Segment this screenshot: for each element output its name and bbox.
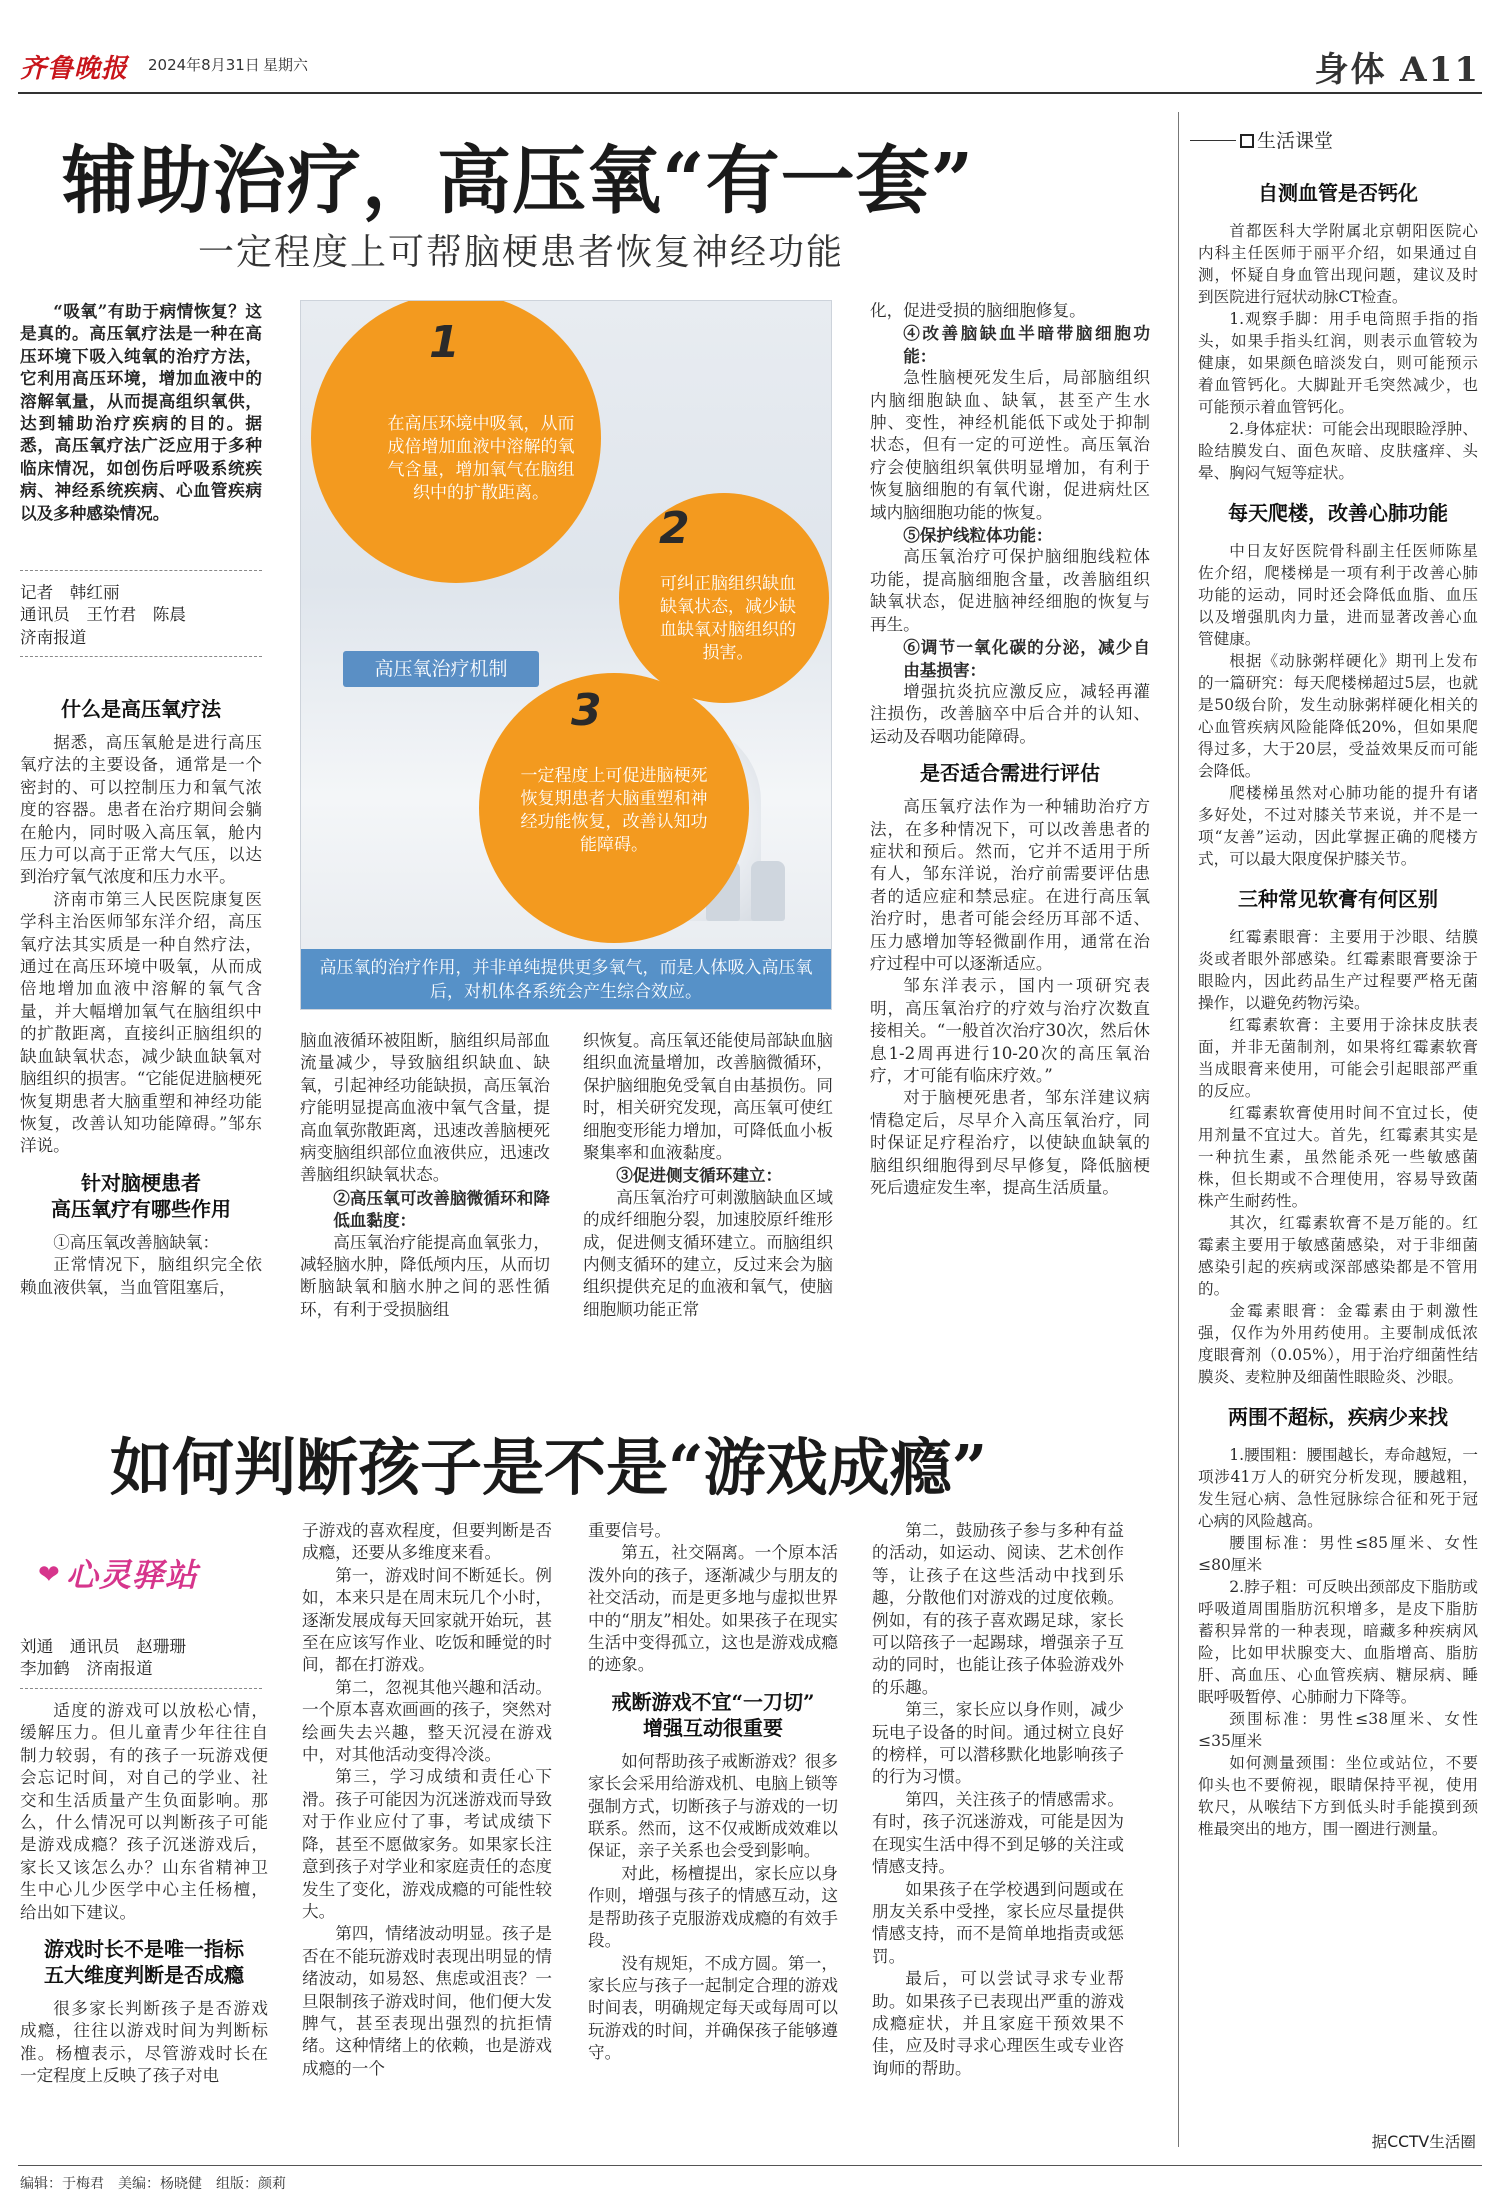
article2-column-3 <box>588 1520 838 2155</box>
paragraph: 据悉，高压氧舱是进行高压氧疗法的主要设备，通常是一个密封的、可以控制压力和氧气浓度的容器。患者在治疗期间会躺在舱内，同时吸入高压氧，舱内压力可以高于正常大气压，以达到治疗氧气浓度和压力水平。 <box>20 733 262 887</box>
paragraph: 重要信号。 <box>588 1521 671 1540</box>
paragraph: 脑血液循环被阻断，脑组织局部血流量减少，导致脑组织缺血、缺氧，引起神经功能缺损，高压氧治疗能明显提高血液中氧气含量，提高血氧弥散距离，迅速改善脑梗死病变脑组织部位血液供应，迅速改善脑组织缺氧状态。 <box>300 1031 550 1185</box>
paragraph: 红霉素软膏使用时间不宜过长，使用剂量不宜过大。首先，红霉素其实是一种抗生素，虽然能杀死一些敏感菌株，但长期或不合理使用，容易导致菌株产生耐药性。 <box>1198 1104 1478 1210</box>
paragraph: ①高压氧改善脑缺氧： <box>53 1232 220 1252</box>
credit-line: 济南报道 <box>20 627 87 647</box>
paragraph: 对于脑梗死患者，邹东洋建议病情稳定后，尽早介入高压氧治疗，同时保证足疗程治疗，以使缺血缺氧的脑组织细胞得到尽早修复，降低脑梗死后遗症发生率，提高生活质量。 <box>870 1088 1150 1198</box>
section-heading: 戒断游戏不宜“一刀切” 增强互动很重要 <box>611 1689 815 1740</box>
paragraph: 2.脖子粗：可反映出颈部皮下脂肪或呼吸道周围脂肪沉积增多，是皮下脂肪蓄积异常的一种表现，暗藏多种疾病风险，比如甲状腺变大、血脂增高、脂肪肝、高血压、心血管疾病、糖尿病、睡眠呼吸暂停、心肺耐力下降等。 <box>1198 1578 1478 1706</box>
paragraph: 正常情况下，脑组织完全依赖血液供氧，当血管阻塞后， <box>20 1255 262 1297</box>
divider <box>20 1688 262 1689</box>
article1-column-4 <box>870 300 1150 1360</box>
box-icon <box>1240 134 1254 148</box>
subheading: ④改善脑缺血半暗带脑细胞功能： <box>903 323 1150 366</box>
subheading: ③促进侧支循环建立： <box>616 1165 783 1186</box>
paragraph: 急性脑梗死发生后，局部脑组织内脑细胞缺血、缺氧，甚至产生水肿、变性，神经机能低下或处于抑制状态，但有一定的可逆性。高压氧治疗会使脑组织氧供明显增加，有利于恢复脑细胞的有氧代谢，促进病灶区域内脑细胞功能的恢复。 <box>870 368 1150 522</box>
paragraph: 如何帮助孩子戒断游戏？很多家长会采用给游戏机、电脑上锁等强制方式，切断孩子与游戏的一切联系。然而，这不仅戒断成效难以保证，亲子关系也会受到影响。 <box>588 1751 838 1861</box>
paragraph: 如果孩子在学校遇到问题或在朋友关系中受挫，家长应尽量提供情感支持，而不是简单地指责或惩罚。 <box>872 1879 1124 1966</box>
sidebar-heading: 每天爬楼，改善心肺功能 <box>1228 501 1448 525</box>
sidebar-heading: 自测血管是否钙化 <box>1258 181 1418 205</box>
issue-weekday: 星期六 <box>263 56 309 74</box>
section-heading: 是否适合需进行评估 <box>920 761 1100 786</box>
paragraph: 子游戏的喜欢程度，但要判断是否成瘾，还要从多维度来看。 <box>302 1521 552 1563</box>
paragraph: 化，促进受损的脑细胞修复。 <box>870 301 1086 320</box>
paragraph: 1.观察手脚：用手电筒照手指的指头，如果手指头红润，则表示血管较为健康，如果颜色暗淡发白，则可能预示着血管钙化。大脚趾开毛突然减少，也可能预示着血管钙化。 <box>1198 310 1478 416</box>
sidebar-heading: 两围不超标，疾病少来找 <box>1228 1405 1448 1429</box>
credit-line: 通讯员 王竹君 陈晨 <box>20 605 186 625</box>
heart-icon: ❤ <box>38 1560 60 1590</box>
masthead-rule <box>18 92 1482 94</box>
paragraph: 第三，学习成绩和责任心下滑。孩子可能因为沉迷游戏而导致对于作业应付了事，考试成绩下降，甚至不愿做家务。如果家长注意到孩子对学业和家庭责任的态度发生了变化，游戏成瘾的可能性较大。 <box>302 1767 552 1921</box>
mechanism-label: 高压氧治疗机制 <box>343 651 539 687</box>
sidebar-divider <box>1178 112 1179 2147</box>
credit-line: 刘通 通讯员 赵珊珊 <box>20 1637 186 1656</box>
subheading: ②高压氧可改善脑微循环和降低血黏度： <box>333 1187 550 1231</box>
paragraph: 1.腰围粗：腰围越长，寿命越短，一项涉41万人的研究分析发现，腰越粗，发生冠心病、急性冠脉综合征和死于冠心病的风险越高。 <box>1198 1446 1478 1530</box>
article1-subhead: 一定程度上可帮脑梗患者恢复神经功能 <box>198 232 845 273</box>
credit-line: 记者 韩红丽 <box>20 583 120 602</box>
paragraph: 首都医科大学附属北京朝阳医院心内科主任医师于丽平介绍，如果通过自测，怀疑自身血管出现问题，建议及时到医院进行冠状动脉CT检查。 <box>1198 222 1478 306</box>
article1-lede: “吸氧”有助于病情恢复？这是真的。高压氧疗法是一种在高压环境下吸入纯氧的治疗方法，它利用高压环境，增加血液中的溶解氧量，从而提高组织氧供，达到辅助治疗疾病的目的。据悉，高压氧疗法广泛应用于多种临床情况，如创伤后呼吸系统疾病、神经系统疾病、心血管疾病以及多种感染情况。 <box>20 301 262 523</box>
paragraph: 红霉素软膏：主要用于涂抹皮肤表面，并非无菌制剂，如果将红霉素软膏当成眼膏来使用，可能会引起眼部严重的反应。 <box>1198 1016 1478 1100</box>
section-heading: 针对脑梗患者 高压氧疗有哪些作用 <box>51 1170 231 1221</box>
paragraph: 爬楼梯虽然对心肺功能的提升有诸多好处，不过对膝关节来说，并不是一项“友善”运动，因此掌握正确的爬楼方式，可以最大限度保护膝关节。 <box>1198 784 1478 868</box>
article2-column-4 <box>872 1520 1124 2155</box>
paragraph: 颈围标准：男性≤38厘米、女性≤35厘米 <box>1198 1710 1478 1750</box>
paragraph: 第二，鼓励孩子参与多种有益的活动，如运动、阅读、艺术创作等，让孩子在这些活动中找到乐趣，分散他们对游戏的过度依赖。例如，有的孩子喜欢踢足球，家长可以陪孩子一起踢球，增强亲子互动的同时，也能让孩子体验游戏外的乐趣。 <box>872 1521 1124 1697</box>
paragraph: 高压氧疗法作为一种辅助治疗方法，在多种情况下，可以改善患者的症状和预后。然而，它并不适用于所有人，邹东洋说，治疗前需要评估患者的适应症和禁忌症。在进行高压氧治疗时，患者可能会经历耳部不适、压力感增加等轻微副作用，通常在治疗过程中可以逐渐适应。 <box>870 797 1150 973</box>
paragraph: 第五，社交隔离。一个原本活泼外向的孩子，逐渐减少与朋友的社交活动，而是更多地与虚拟世界中的“朋友”相处。如果孩子在现实生活中变得孤立，这也是游戏成瘾的迹象。 <box>588 1543 838 1675</box>
mechanism-point-2: 2 可纠正脑组织缺血缺氧状态，减少缺血缺氧对脑组织的损害。 <box>619 493 829 703</box>
paragraph: 第四，关注孩子的情感需求。有时，孩子沉迷游戏，可能是因为在现实生活中得不到足够的关注或情感支持。 <box>872 1789 1124 1877</box>
paragraph: 高压氧治疗能提高血氧张力，减轻脑水肿，降低颅内压，从而切断脑缺氧和脑水肿之间的恶性循环，有利于受损脑组 <box>300 1232 550 1319</box>
paragraph: 增强抗炎抗应激反应，减轻再灌注损伤，改善脑卒中后合并的认知、运动及吞咽功能障碍。 <box>870 681 1150 746</box>
paragraph: 第四，情绪波动明显。孩子是否在不能玩游戏时表现出明显的情绪波动，如易怒、焦虑或沮丧？一旦限制孩子游戏时间，他们便大发脾气，甚至表现出强烈的抗拒情绪。这种情绪上的依赖，也是游戏成瘾的一个 <box>302 1924 552 2078</box>
paragraph: 第一，游戏时间不断延长。例如，本来只是在周末玩几个小时，逐渐发展成每天回家就开始玩，甚至在应该写作业、吃饭和睡觉的时间，都在打游戏。 <box>302 1565 552 1675</box>
sidebar-content <box>1198 176 1478 1840</box>
divider <box>20 656 262 657</box>
sidebar-heading: 三种常见软膏有何区别 <box>1238 887 1438 911</box>
paragraph: 红霉素眼膏：主要用于沙眼、结膜炎或者眼外部感染。红霉素眼膏要涂于眼睑内，因此药品生产过程要严格无菌操作，以避免药物污染。 <box>1198 928 1478 1012</box>
paragraph: 织恢复。高压氧还能使局部缺血脑组织血流量增加，改善脑微循环，保护脑细胞免受氧自由基损伤。同时，相关研究发现，高压氧可使红细胞变形能力增加，可降低血小板聚集率和血液黏度。 <box>583 1031 833 1163</box>
paragraph: 最后，可以尝试寻求专业帮助。如果孩子已表现出严重的游戏成瘾症状，并且家庭干预效果不佳，应及时寻求心理医生或专业咨询师的帮助。 <box>872 1969 1124 2078</box>
subheading: ⑤保护线粒体功能： <box>903 525 1053 546</box>
article2-headline: 如何判断孩子是不是“游戏成瘾” <box>110 1431 988 1504</box>
article1-column-1 <box>20 684 262 1354</box>
paragraph: 如何测量颈围：坐位或站位，不要仰头也不要俯视，眼睛保持平视，使用软尺，从喉结下方到低头时手能摸到颈椎最突出的地方，围一圈进行测量。 <box>1198 1754 1478 1838</box>
issue-date: 2024年8月31日 <box>148 56 260 74</box>
subheading: ⑥调节一氧化碳的分泌，减少自由基损害： <box>903 637 1150 680</box>
article1-credits <box>20 582 262 649</box>
paragraph: 2.身体症状：可能会出现眼睑浮肿、睑结膜发白、面色灰暗、皮肤瘙痒、头晕、胸闷气短等症状。 <box>1198 420 1478 482</box>
paragraph: 没有规矩，不成方圆。第一，家长应与孩子一起制定合理的游戏时间表，明确规定每天或每周可以玩游戏的时间，并确保孩子能够遵守。 <box>588 1953 838 2063</box>
paragraph: 其次，红霉素软膏不是万能的。红霉素主要用于敏感菌感染，对于非细菌感染引起的疾病或深部感染都是不管用的。 <box>1198 1214 1478 1298</box>
infographic-caption: 高压氧的治疗作用，并非单纯提供更多氧气，而是人体吸入高压氧后，对机体各系统会产生综合效应。 <box>301 949 831 1009</box>
footer-credit: 编辑：于梅君 美编：杨晓健 组版：颜莉 <box>20 2176 286 2192</box>
sidebar-source: 据CCTV生活圈 <box>1371 2133 1476 2151</box>
article1-headline: 辅助治疗，高压氧“有一套” <box>62 138 975 224</box>
column-logo: ❤ 心灵驿站 <box>38 1556 199 1594</box>
article2-credits <box>20 1636 262 1681</box>
paragraph: 对此，杨檀提出，家长应以身作则，增强与孩子的情感互动，这是帮助孩子克服游戏成瘾的有效手段。 <box>588 1863 838 1951</box>
paragraph: 根据《动脉粥样硬化》期刊上发布的一篇研究：每天爬楼梯超过5层，也就是50级台阶，发生动脉粥样硬化相关的心血管疾病风险能降低20%，但如果爬得过多，大于20层，受益效果反而可能会降低。 <box>1198 652 1478 780</box>
mechanism-point-1: 1 在高压环境中吸氧，从而成倍增加血液中溶解的氧气含量，增加氧气在脑组织中的扩散距离。 <box>311 300 601 583</box>
section-heading: 游戏时长不是唯一指标 五大维度判断是否成瘾 <box>44 1937 244 1988</box>
credit-line: 李加鹤 济南报道 <box>20 1659 153 1679</box>
paragraph: 邹东洋表示，国内一项研究表明，高压氧治疗的疗效与治疗次数直接相关。“一般首次治疗30次，然后休息1-2周再进行10-20次的高压氧治疗，才可能有临床疗效。” <box>870 976 1150 1085</box>
footer-rule <box>18 2165 1482 2166</box>
article2-column-1 <box>20 1700 268 2155</box>
mechanism-point-3: 3 一定程度上可促进脑梗死恢复期患者大脑重塑和神经功能恢复，改善认知功能障碍。 <box>479 673 749 943</box>
paragraph: 很多家长判断孩子是否游戏成瘾，往往以游戏时间为判断标准。杨檀表示，尽管游戏时长在一定程度上反映了孩子对电 <box>20 1999 268 2086</box>
section-heading: 什么是高压氧疗法 <box>61 697 221 721</box>
article1-column-3 <box>583 1030 833 1360</box>
hyperbaric-infographic <box>300 300 832 1010</box>
sidebar-tag: 生活课堂 <box>1190 126 1333 153</box>
divider <box>20 570 262 571</box>
section-page-label: 身体 A11 <box>1314 50 1480 90</box>
article1-column-2 <box>300 1030 550 1360</box>
paragraph: 腰围标准：男性≤85厘米、女性≤80厘米 <box>1198 1534 1478 1574</box>
paragraph: 济南市第三人民医院康复医学科主治医师邹东洋介绍，高压氧疗法其实质是一种自然疗法，通过在高压环境中吸氧，从而成倍地增加血液中溶解的氧气含量，并大幅增加氧气在脑组织中的扩散距离，直接纠正脑组织的缺血缺氧状态，减少缺血缺氧对脑组织的损害。“它能促进脑梗死恢复期患者大脑重塑和神经功能恢复，改善认知功能障碍。”邹东洋说。 <box>20 889 262 1156</box>
article2-column-2 <box>302 1520 552 2155</box>
paragraph: 适度的游戏可以放松心情，缓解压力。但儿童青少年往往自制力较弱，有的孩子一玩游戏便会忘记时间，对自己的学业、社交和生活质量产生负面影响。那么，什么情况可以判断孩子可能是游戏成瘾？孩子沉迷游戏后，家长又该怎么办？山东省精神卫生中心儿少医学中心主任杨檀，给出如下建议。 <box>20 1701 268 1922</box>
paragraph: 第二，忽视其他兴趣和活动。一个原本喜欢画画的孩子，突然对绘画失去兴趣，整天沉浸在游戏中，对其他活动变得冷淡。 <box>302 1677 552 1765</box>
paragraph: 高压氧治疗可刺激脑缺血区域的成纤细胞分裂，加速胶原纤维形成，促进侧支循环建立。而脑组织内侧支循环的建立，反过来会为脑组织提供充足的血液和氧气，使脑细胞顺功能正常 <box>583 1187 833 1319</box>
newspaper-logo: 齐鲁晚报 <box>20 54 129 84</box>
paragraph: 第三，家长应以身作则，减少玩电子设备的时间。通过树立良好的榜样，可以潜移默化地影响孩子的行为习惯。 <box>872 1700 1124 1787</box>
paragraph: 金霉素眼膏：金霉素由于刺激性强，仅作为外用药使用。主要制成低浓度眼膏剂（0.05%），用于治疗细菌性结膜炎、麦粒肿及细菌性眼睑炎、沙眼。 <box>1198 1302 1478 1386</box>
paragraph: 中日友好医院骨科副主任医师陈星佐介绍，爬楼梯是一项有利于改善心肺功能的运动，同时还会降低血脂、血压以及增强肌肉力量，进而显著改善心血管健康。 <box>1198 542 1478 648</box>
paragraph: 高压氧治疗可保护脑细胞线粒体功能，提高脑细胞含量，改善脑组织缺氧状态，促进脑神经细胞的恢复与再生。 <box>870 547 1150 634</box>
